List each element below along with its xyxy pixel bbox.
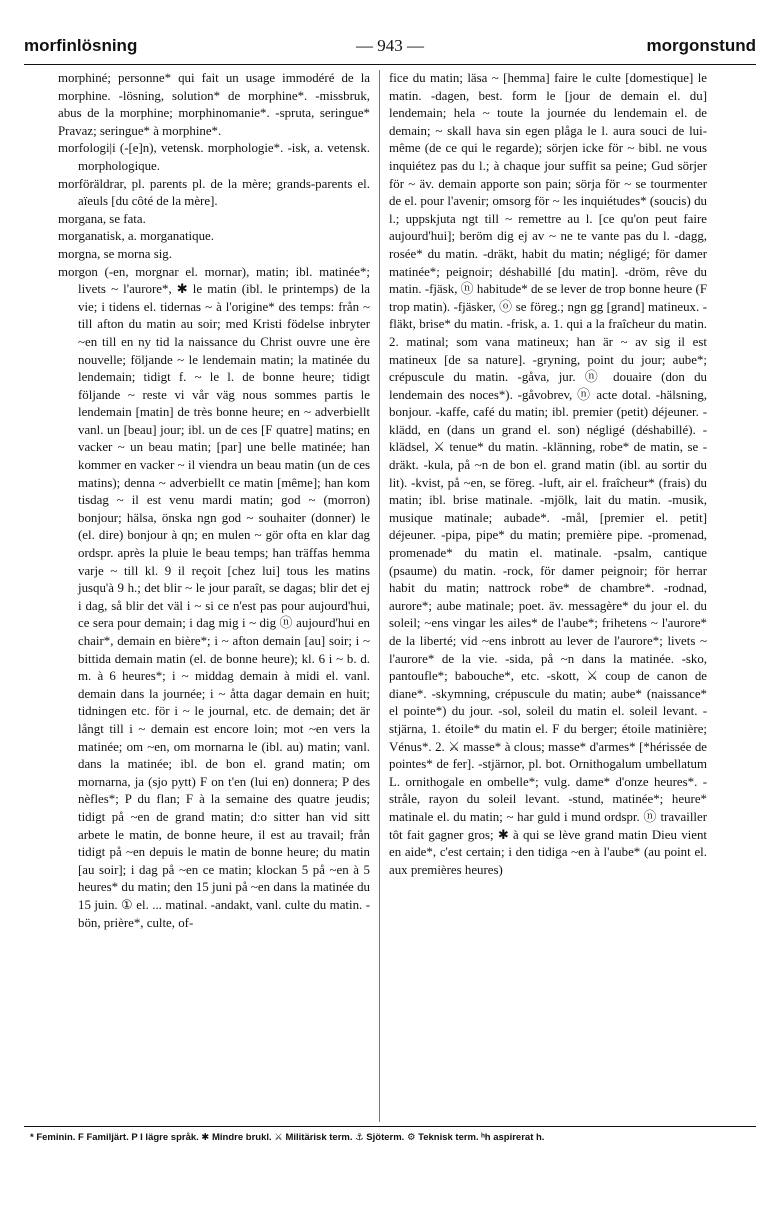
right-running-headword: morgonstund [646, 36, 756, 55]
entry-morfologi: morfologi|i (-[e]n), vetensk. morphologie*. -isk, a. vetensk. morphologique. [58, 141, 370, 173]
entry-morgna: morgna, se morna sig. [58, 246, 172, 261]
abbreviation-legend: * Feminin. F Familjärt. P I lägre språk. ✱ Mindre brukl. ⚔ Militärisk term. ⚓ Sjöterm. ⚙ Teknisk term. ʰh aspirerat h. [30, 1132, 545, 1143]
entry-morgon: morgon (-en, morgnar el. mornar), matin; ibl. matinée*; livets ~ l'aurore*, ✱ le matin (ibl. le printemps) de la vie; i tidens el. tidernas ~ à l'origine* des temps: från ~ till afton du matin au soir; med Kristi födelse inbryter ~en till en ny tid la naissance du Christ ouvre une ère nouvelle; följande ~ le lendemain matin; la matinée du lendemain; tidigt f. ~ le l. de bonne heure; tidigt följande ~ reste vi vår väg nous sommes partis le lendemain [matin] de très bonne heure; en ~ adverbiellt vanl. un [beau] jour; ibl. un de ces [F quatre] matins; en vacker ~ un beau matin; [par] une belle matinée; han kommer en vacker ~ il viendra un beau matin (un de ces matins); denna ~ adverbiellt ce matin [même]; han kom tisdag ~ il est venu mardi matin; god ~ (morron) bonjour; hälsa, önska ngn god ~ souhaiter (donner) le (el. dire) bonjour à qn; en mulen ~ gör ofta en klar dag ordspr. après la pluie le beau temps; han träffas hemma varje ~ till kl. 9 il reçoit [chez lui] tous les matins jusqu'à 9 h.; det blir ~ le jour paraît, se dagas; blir det ej i dag, så blir det väl i ~ si ce n'est pas pour aujourd'hui, ce sera pour demain; i dag mig i ~ dig ⓝ aujourd'hui en chair*, demain en bière*; i ~ afton demain [au] soir; i ~ bittida demain matin (el. de bonne heure); kl. 6 i ~ b. d. m. à 6 heures*; i ~ middag demain à midi el. vanl. demain dans la journée; i ~ åtta dagar demain en huit; tidningen etc. för i ~ le journal, etc. de demain; det är långt till i ~ demain est encore loin; mot ~en vers la matinée; om ~en, om mornarna le (ibl. au) matin; vanl. dans la matinée; ibl. de bon el. grand matin; om mornarna, ja (sjo pytt) F on t'en (lui en) donnera; P des nèfles*; P du flan; F à la semaine des quatre jeudis; tidigt på ~en de grand matin; d:o sitter han vid sitt arbete le matin, de bonne heure, il est au travail; från tidigt på ~en depuis le matin de bonne heure; du matin [au soir]; i dag på ~en ce matin; klockan 5 på ~en à 5 heures* du matin; den 15 juni på ~en dans la matinée du 15 juin. ① el. ... matinal. -andakt, vanl. culte du matin. -bön, prière*, culte, of- [58, 264, 370, 930]
page-number: — 943 — [356, 36, 424, 55]
entry-morganatisk: morganatisk, a. morganatique. [58, 229, 214, 244]
header-rule [24, 64, 756, 65]
entry-morforaldrar: morföräldrar, pl. parents pl. de la mère; grands-parents el. aïeuls [du côté de la mère]. [58, 176, 370, 209]
entry-morfin-continued: morphiné; personne* qui fait un usage immodéré de la morphine. -lösning, solution* de morphine*. -missbruk, abus de la morphine; morphinomanie*. -spruta, seringue* Pravaz; seringue* à morphine*. [58, 71, 370, 138]
footer-rule [24, 1126, 756, 1127]
column-divider [379, 70, 380, 1122]
page-header [24, 36, 756, 62]
entry-morgana: morgana, se fata. [58, 211, 146, 226]
right-column [389, 70, 707, 1122]
entry-morgon-continued: fice du matin; läsa ~ [hemma] faire le culte [domestique] le matin. -dagen, best. form le [jour de demain el. du] lendemain; hela ~ toute la journée du lendemain el. de demain; ~ skall hava sin egen plåga le l. aura souci de lui-même (de ce qui le regarde); sörjen icke för ~ bibl. ne vous inquiétez pas du l.; à chaque jour suffit sa peine; Gud sörjer för ~ äv. demain apporte son pain; sörja för ~ se tourmenter de el. pour l'avenir; omsorg för ~ les inquiétudes* (soucis) du l.; uppskjuta ngt till ~ remettre au l. [ce qu'on peut faire aujourd'hui]; beröm dig ej av ~ ne te vante pas du l. -dagg, rosée* du matin. -dräkt, habit du matin; négligé; för damer matinée*; peignoir; déshabillé [du matin]. -dröm, rêve du matin. -fjäsk, ⓝ habitude* de se lever de trop bonne heure (F trop matin). -fjäsker, ⓞ se föreg.; ngn gg [grand] matineux. -fläkt, brise* du matin. -frisk, a. 1. qui a la fraîcheur du matin. 2. matinal; som vana matineux; han är ~ av sig il est matineux [de sa nature]. -gryning, point du jour; aube*; crépuscule du matin. -gåva, jur. ⓝ douaire (don du lendemain des noces*). -gåvobrev, ⓝ acte dotal. -hälsning, bonjour. -kaffe, café du matin; ibl. premier (petit) déjeuner. -klädd, en (dans un grand el. son) négligé (déshabillé). -klädsel, ⚔ tenue* du matin. -klänning, robe* de matin, se -dräkt. -kula, på ~n de bon el. grand matin (ibl. au sortir du lit). -kvist, på ~en, se föreg. -luft, air el. fraîcheur* (frais) du matin; ibl. brise matinale. -mjölk, lait du matin. -musik, musique matinale; aubade*. -mål, [premier el. petit] déjeuner. -pipa, pipe* du matin; première pipe. -promenad, promenade* du matin el. matinale. -psalm, cantique (psaume) du matin. -rock, för damer peignoir; för herrar habit du matin; nattrock robe* de chambre*. -rodnad, aurore*; aube matinale; poet. äv. messagère* du jour el. du soleil; ~ens vingar les ailes* de l'aube*; frihetens ~ l'aurore* de la liberté; vid ~ens inbrott au lever de l'aurore*; livets ~ l'aurore* de la vie. -sida, på ~n dans la matinée. -sko, pantoufle*; babouche*, etc. -skott, ⚔ coup de canon de diane*. -skymning, crépuscule du matin; aube* (naissance* el pointe*) du jour. -sol, soleil du matin el. soleil levant. -stjärna, 1. étoile* du matin el. F du berger; étoile matinière; Vénus*. 2. ⚔ masse* à clous; masse* d'armes* [*hérissée de pointes* de fer]. -stjärnor, pl. bot. Ornithogalum umbellatum L. ornithogale en ombelle*; vulg. dame* d'onze heures*. -stråle, rayon du soleil levant. -stund, matinée*; heure* matinale el. du matin; ~ har guld i mund ordspr. ⓝ travailler tôt fait gagner gros; ✱ à qui se lève grand matin Dieu vient en aide*, c'est certain; i den tidiga ~en à l'aube* (au point el. aux premières heures) [389, 71, 707, 877]
left-running-headword: morfinlösning [24, 36, 138, 55]
left-column [58, 70, 370, 1122]
